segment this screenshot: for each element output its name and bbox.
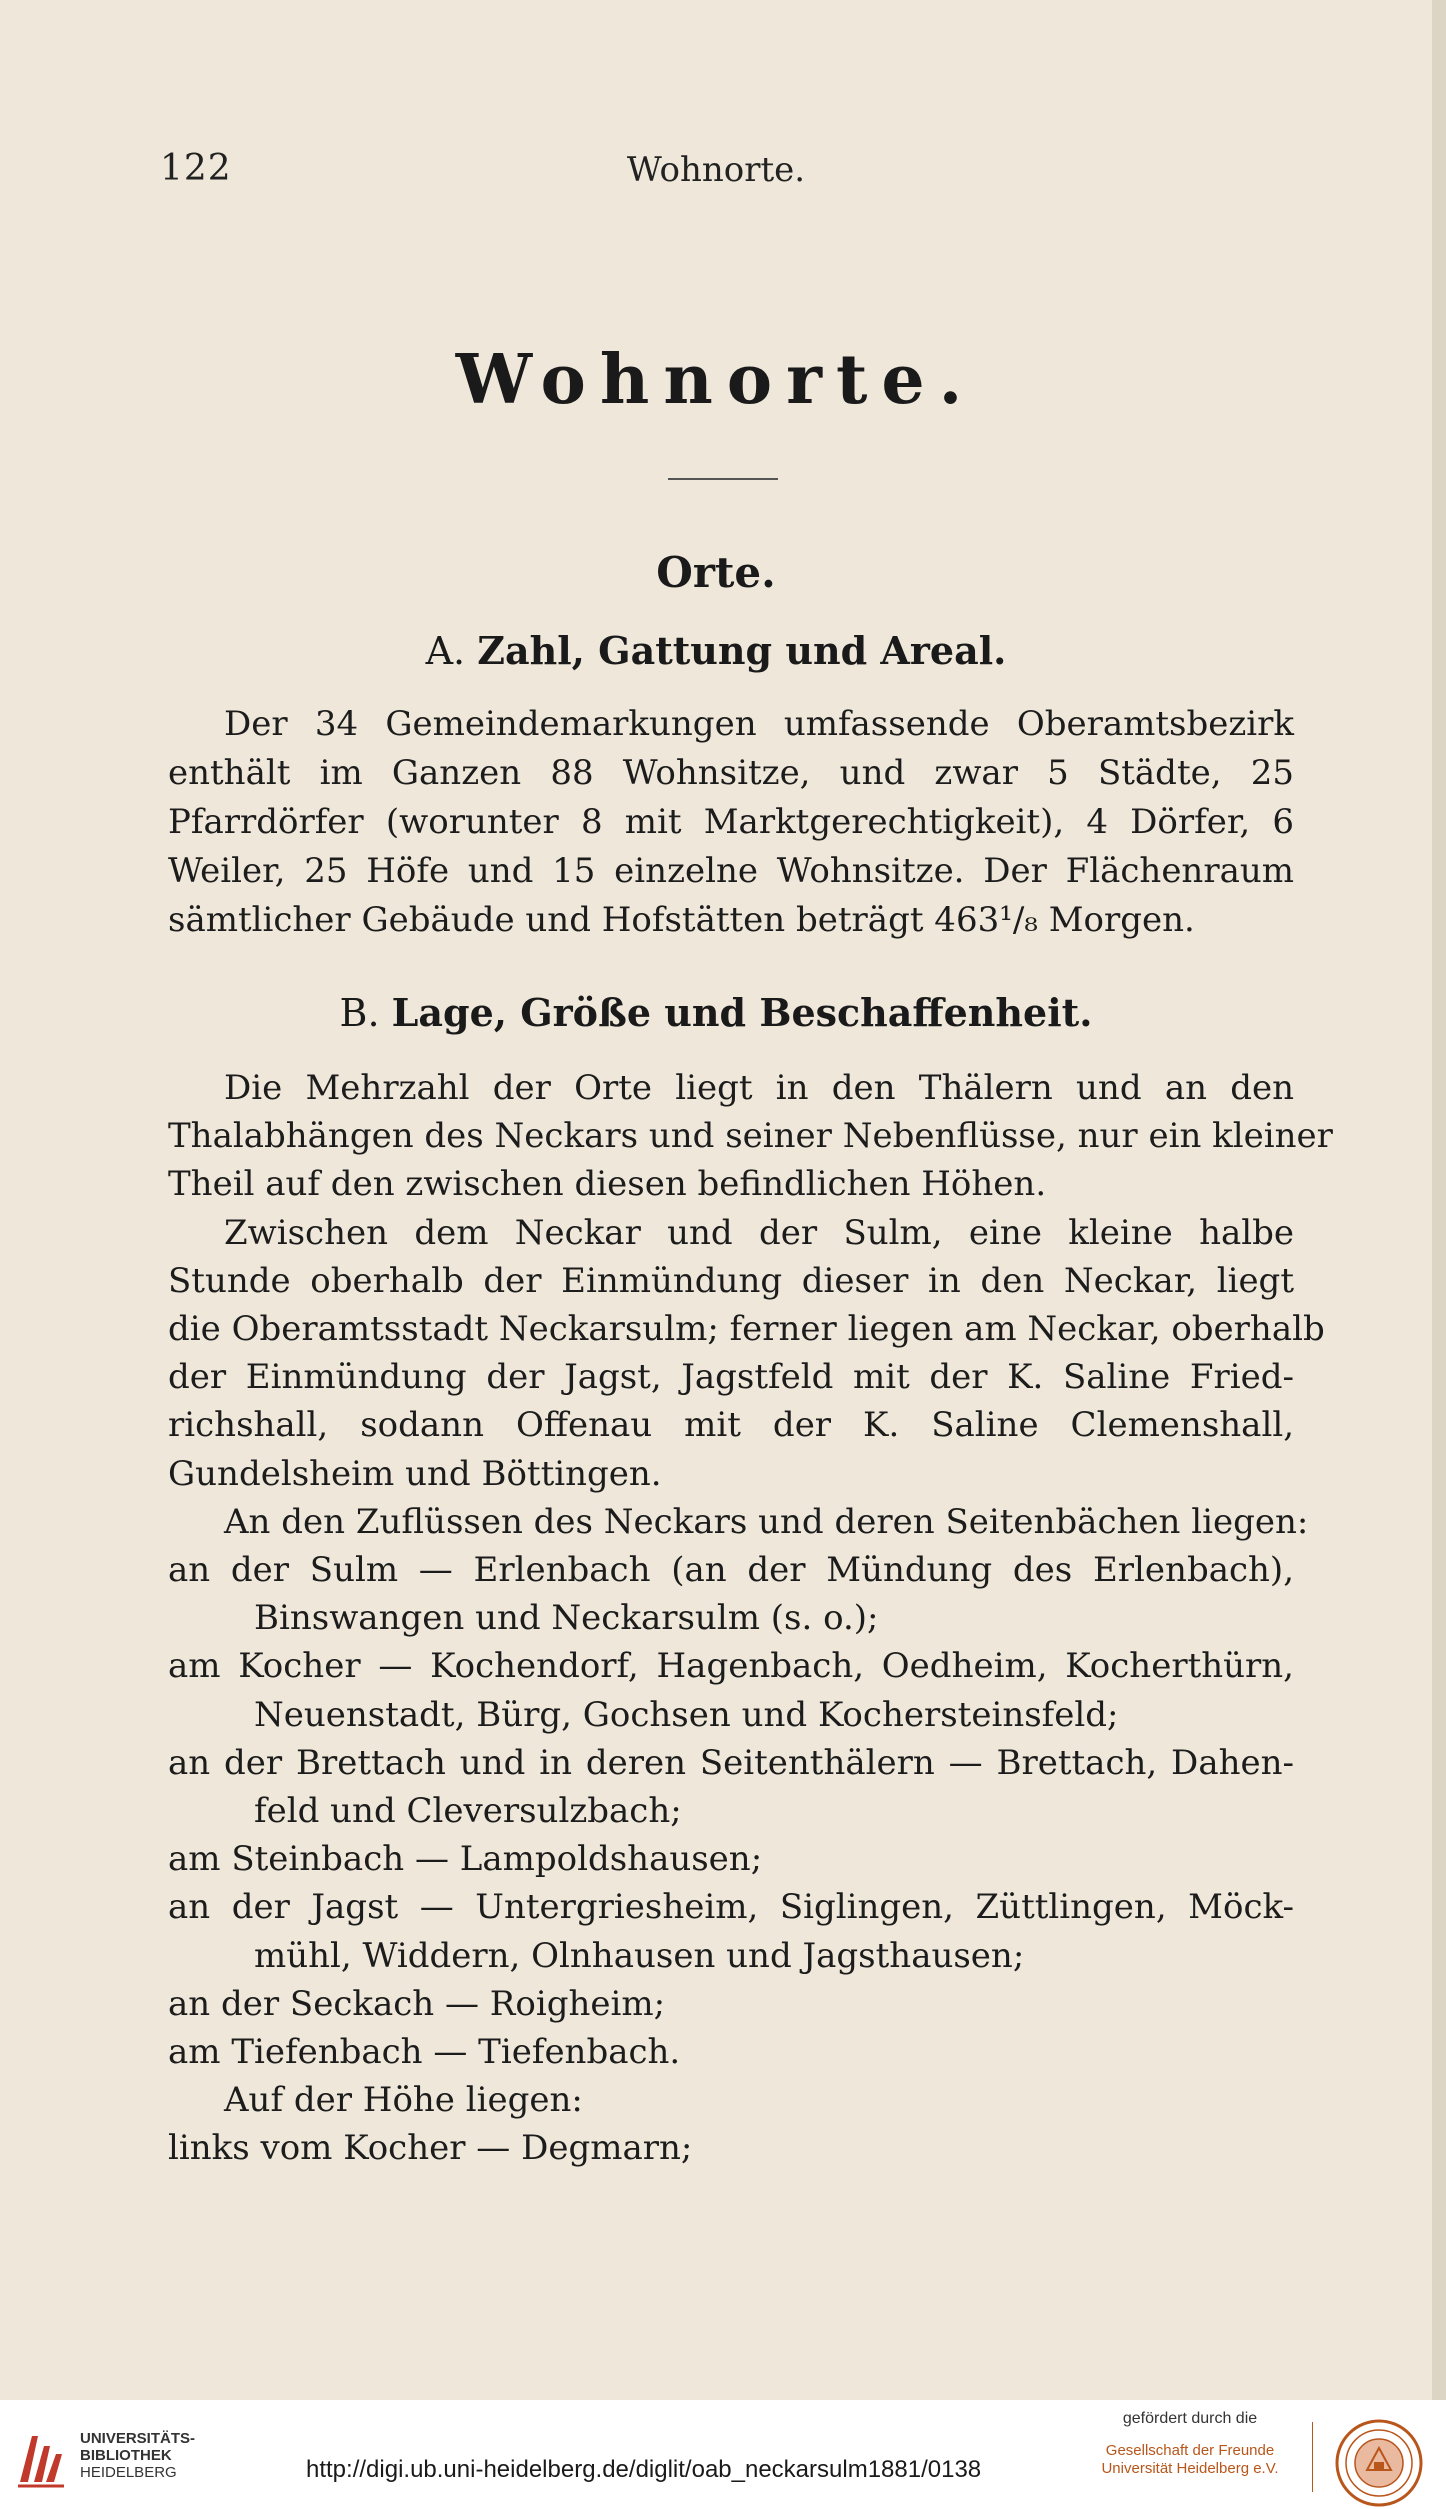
text-line: An den Zuflüssen des Neckars und deren Seitenbächen liegen:: [224, 1501, 1309, 1542]
subsection-a-heading: [0, 628, 1432, 673]
sponsor-org: [1090, 2442, 1290, 2478]
text-line: am Steinbach — Lampoldshausen;: [168, 1839, 763, 1880]
library-line: BIBLIOTHEK: [80, 2447, 172, 2464]
subsection-b-title: Lage, Größe und Beschaffenheit.: [391, 990, 1093, 1035]
permalink-url[interactable]: http://digi.ub.uni-heidelberg.de/diglit/oab_neckarsulm1881/0138: [306, 2456, 982, 2483]
text-line: Weiler, 25 Höfe und 15 einzelne Wohnsitze. Der Flächenraum: [168, 851, 1294, 891]
subsection-a-letter: A.: [425, 629, 466, 673]
title-rule: [668, 478, 778, 480]
sponsor-divider: [1312, 2422, 1313, 2492]
subsection-b-heading: [0, 990, 1432, 1035]
sponsor-line: Gesellschaft der Freunde: [1105, 2442, 1275, 2459]
text-line: mühl, Widdern, Olnhausen und Jagsthausen;: [254, 1935, 1025, 1976]
library-line: HEIDELBERG: [80, 2464, 177, 2481]
page-edge: [1432, 0, 1446, 2400]
sponsor: [1090, 2410, 1290, 2478]
text-line: sämtlicher Gebäude und Hofstätten beträgt 463¹/₈ Morgen.: [168, 900, 1195, 940]
text-line: an der Sulm — Erlenbach (an der Mündung des Erlenbach),: [168, 1550, 1294, 1590]
section-heading: Orte.: [656, 548, 776, 597]
sponsor-pre: gefördert durch die: [1122, 2410, 1258, 2427]
text-line: Stunde oberhalb der Einmündung dieser in den Neckar, liegt: [168, 1260, 1294, 1301]
subsection-b-letter: B.: [339, 991, 380, 1035]
text-line: Die Mehrzahl der Orte liegt in den Thälern und an den: [224, 1068, 1294, 1108]
main-title: Wohnorte.: [455, 340, 977, 420]
running-title: Wohnorte.: [626, 150, 806, 190]
library-name: [80, 2430, 195, 2481]
text-line: feld und Cleversulzbach;: [254, 1791, 682, 1831]
text-line: links vom Kocher — Degmarn;: [168, 2128, 693, 2169]
digitization-footer: [0, 2400, 1446, 2509]
text-line: Thalabhängen des Neckars und seiner Nebenflüsse, nur ein kleiner: [168, 1116, 1333, 1157]
page-number: 122: [160, 148, 232, 189]
subsection-a-title: Zahl, Gattung und Areal.: [477, 628, 1007, 673]
paragraphs-b: [168, 1064, 1333, 2184]
text-line: an der Brettach und in deren Seitenthälern — Brettach, Dahen-: [168, 1742, 1294, 1783]
text-line: Binswangen und Neckarsulm (s. o.);: [254, 1598, 879, 1639]
library-line: UNIVERSITÄTS-: [80, 2430, 196, 2447]
text-line: enthält im Ganzen 88 Wohnsitze, und zwar 5 Städte, 25: [168, 753, 1294, 793]
text-line: der Einmündung der Jagst, Jagstfeld mit der K. Saline Fried-: [168, 1357, 1294, 1398]
running-head: [0, 148, 1432, 198]
text-line: die Oberamtsstadt Neckarsulm; ferner liegen am Neckar, oberhalb: [168, 1309, 1325, 1349]
text-line: Zwischen dem Neckar und der Sulm, eine kleine halbe: [224, 1212, 1294, 1253]
text-line: Der 34 Gemeindemarkungen umfassende Oberamtsbezirk: [224, 704, 1294, 744]
sponsor-line: Universität Heidelberg e.V.: [1101, 2460, 1279, 2477]
society-seal-icon: [1334, 2418, 1424, 2508]
text-line: richshall, sodann Offenau mit der K. Saline Clemenshall,: [168, 1405, 1294, 1446]
text-line: an der Seckach — Roigheim;: [168, 1983, 666, 2024]
text-line: Neuenstadt, Bürg, Gochsen und Kochersteinsfeld;: [254, 1694, 1119, 1735]
paragraph-a: [168, 700, 1294, 950]
text-line: am Kocher — Kochendorf, Hagenbach, Oedheim, Kocherthürn,: [168, 1646, 1294, 1687]
text-line: Auf der Höhe liegen:: [224, 2080, 583, 2121]
text-line: am Tiefenbach — Tiefenbach.: [168, 2032, 681, 2072]
text-line: Theil auf den zwischen diesen befindlichen Höhen.: [168, 1164, 1047, 1205]
text-line: Pfarrdörfer (worunter 8 mit Marktgerechtigkeit), 4 Dörfer, 6: [168, 802, 1294, 842]
university-library-logo-icon: [14, 2428, 68, 2490]
text-line: Gundelsheim und Böttingen.: [168, 1453, 662, 1494]
text-line: an der Jagst — Untergriesheim, Siglingen, Züttlingen, Möck-: [168, 1887, 1294, 1928]
